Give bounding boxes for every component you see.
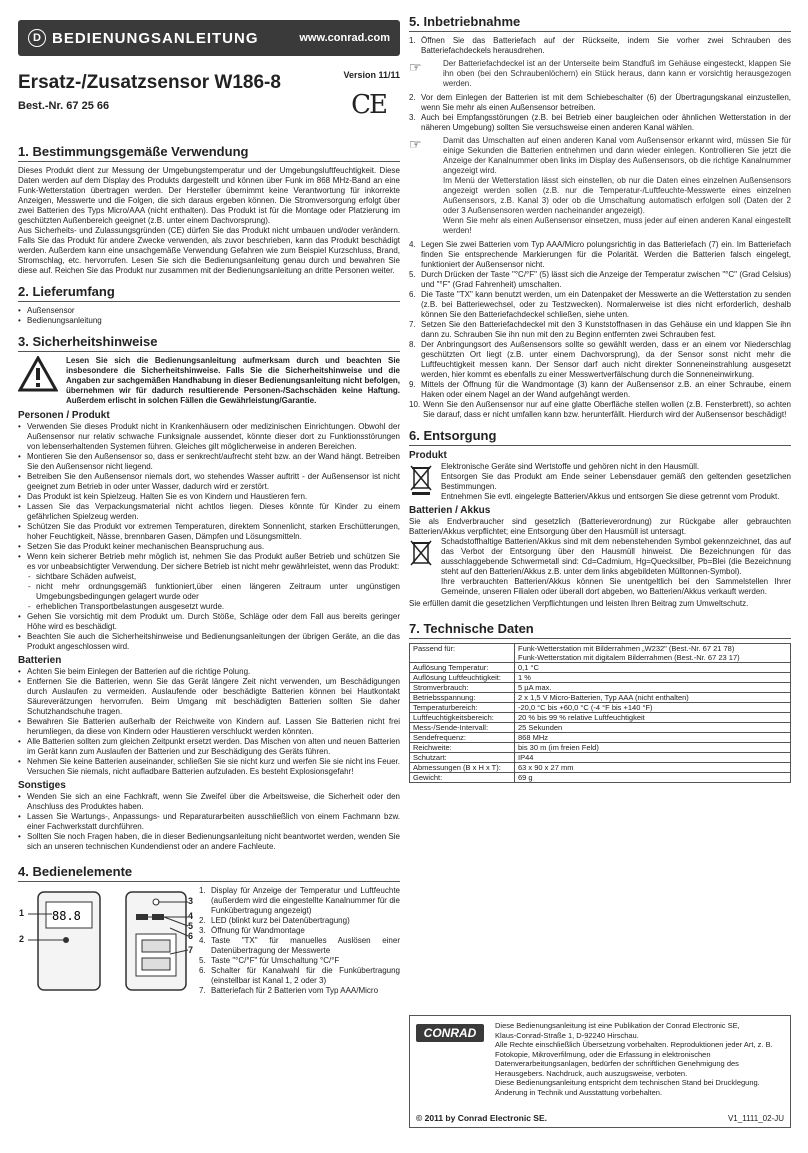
spec-value: -20,0 °C bis +60,0 °C (-4 °F bis +140 °F) (515, 703, 791, 713)
battery-list (18, 667, 400, 777)
list-item: • Setzen Sie das Produkt keiner mechanischen Beanspruchung aus. (18, 542, 400, 552)
table-row (410, 773, 791, 783)
list-item: • Alle Batterien sollten zum gleichen Zeitpunkt ersetzt werden. Das Mischen von alten und neuen Batterien im Gerät kann zum Auslaufen der Batterien und zur Beschädigung des Geräts führen. (18, 737, 400, 757)
list-item: 3. Öffnung für Wandmontage (199, 926, 305, 935)
spec-value: 0,1 °C (515, 663, 791, 673)
list-item: • Das Produkt ist kein Spielzeug. Halten Sie es von Kindern und Haustieren fern. (18, 492, 400, 502)
disposal-product (409, 462, 791, 502)
list-item: • Montieren Sie den Außensensor so, dass er senkrecht/aufrecht steht bzw. an der Wand hängt. Betreiben Sie den Außensensor nicht liegend. (18, 452, 400, 472)
subheading: Batterien (18, 655, 62, 666)
callout-label: 7 (187, 945, 193, 955)
spec-value: 1 % (515, 673, 791, 683)
spec-label: Betriebsspannung: (410, 693, 515, 703)
paragraph: Dieses Produkt dient zur Messung der Umgebungstemperatur und der Umgebungsluftfeuchtigkeit. Diese Daten werden auf dem Display des Produkts dargestellt und können über Funk im 868 MHz-Band an eine Funk-Wetterstation übertragen werden. Der Hersteller übernimmt keine Verantwortung für inkorrekte Anzeigen, Messwerte und die Folgen, die sich daraus ergeben können. Die Stromversorgung erfolgt über zwei Batterien des Typs Micro/AAA (nicht enthalten). Das Produkt ist für die Montage oder Platzierung im geschützten Außenbereich geeignet (z.B. unter einem Dachvorsprung). (18, 166, 400, 225)
spec-label: Passend für: (410, 644, 515, 663)
version-label: Version 11/11 (343, 70, 400, 80)
spec-value: 868 MHz (515, 733, 791, 743)
safety-list (18, 422, 400, 652)
section-heading: 2. Lieferumfang (18, 284, 400, 302)
spec-label: Abmessungen (B x H x T): (410, 763, 515, 773)
tech-data-table (409, 643, 791, 783)
list-item: • Betreiben Sie den Außensensor niemals dort, wo stehendes Wasser auftritt - der Außensensor ist nicht geeignet zum Betrieb in oder unter Wasser, dadurch wird er zerstört. (18, 472, 400, 492)
list-item: • Entfernen Sie die Batterien, wenn Sie das Gerät längere Zeit nicht verwenden, um Beschädigungen durch Auslaufen zu vermeiden. Auslaufende oder beschädigte Batterien können bei Hautkontakt Säureverätzungen hervorrufen. Beim Umgang mit beschädigten Batterien sollten Sie daher Schutzhandschuhe tragen. (18, 677, 400, 717)
left-column (18, 20, 400, 1008)
table-row (410, 723, 791, 733)
list-item: 1. Display für Anzeige der Temperatur und Luftfeuchte (außerdem wird die eingestellte Kanalnummer für die Funkübertragung angezeigt) (199, 886, 400, 915)
spec-label: Sendefrequenz: (410, 733, 515, 743)
list-item: 8. Der Anbringungsort des Außensensors sollte so gewählt werden, dass er an einem vor Niederschlag geschützten Ort liegt (z.B. unter einem Dachvorsprung), da der Sensor sonst nicht mehr die Luftfeuchtigkeit messen kann. Der Sensor darf auch nicht direkter Sonneneinstrahlung ausgesetzt werden, hier kommt es ebenfalls zu einer Messwertverfälschung durch die Sonneneinwirkung. (409, 340, 791, 379)
list-item: 9. Mittels der Öffnung für die Wandmontage (3) kann der Außensensor z.B. an einer Schraube, einem Haken oder einem Nagel an der Wand aufgehängt werden. (409, 380, 791, 399)
disposal-battery (409, 537, 791, 597)
list-item: • Wenden Sie sich an eine Fachkraft, wenn Sie Zweifel über die Arbeitsweise, die Sicherheit oder den Anschluss des Produktes haben. (18, 792, 400, 812)
list-item: 4. Taste "TX" für manuelles Auslösen einer Datenübertragung der Messwerte (199, 936, 400, 955)
paragraph: Aus Sicherheits- und Zulassungsgründen (CE) dürfen Sie das Produkt nicht umbauen und/oder verändern. Falls Sie das Produkt für andere Zwecke verwenden, als zuvor beschrieben, kann das Produkt beschädigt werden. Außerdem kann eine unsachgemäße Verwendung Gefahren wie zum Beispiel Kurzschluss, Brand, Stromschlag, etc. hervorrufen. Lesen Sie sich die Bedienungsanleitung genau durch und bewahren Sie diese auf. Reichen Sie das Produkt nur zusammen mit der Bedienungsanleitung an dritte Personen weiter. (18, 226, 400, 275)
spec-value: 20 % bis 99 % relative Luftfeuchtigkeit (515, 713, 791, 723)
list-item: • Wenn kein sicherer Betrieb mehr möglich ist, nehmen Sie das Produkt außer Betrieb und schützen Sie es vor unbeabsichtigter Verwendung. Der sichere Betrieb ist nicht mehr gewährleistet, wenn das Produkt: (18, 552, 400, 572)
table-row (410, 703, 791, 713)
spec-label: Mess-/Sende-Intervall: (410, 723, 515, 733)
list-item: • Gehen Sie vorsichtig mit dem Produkt um. Durch Stöße, Schläge oder dem Fall aus bereits geringer Höhe wird es beschädigt. (18, 612, 400, 632)
device-figure (18, 888, 193, 1008)
list-item: 6. Die Taste "TX" kann benutzt werden, um ein Datenpaket der Messwerte an die Wetterstation zu senden (z.B. bei Batteriewechsel, oder zu Testzwecken). Normalerweise ist dies nicht erforderlich, deshalb können Sie den Batteriefachdeckel schließen, siehe unten. (409, 290, 791, 319)
product-title: Ersatz-/Zusatzsensor W186-8 (18, 72, 281, 93)
publisher-line: Alle Rechte einschließlich Übersetzung vorbehalten. Reproduktionen jeder Art, z. B. Fotokopie, Mikroverfilmung, oder die Erfassung in elektronischen Datenverarbeitungsanlagen, bedürfen der schriftlichen Genehmigung des Herausgebers. Nachdruck, auch auszugsweise, verboten. (495, 1040, 773, 1078)
spec-label: Stromverbrauch: (410, 683, 515, 693)
paragraph: Sie erfüllen damit die gesetzlichen Verpflichtungen und leisten Ihren Beitrag zum Umweltschutz. (409, 599, 749, 608)
spec-label: Schutzart: (410, 753, 515, 763)
ce-mark: CE (351, 90, 386, 120)
list-subitem: - erheblichen Transportbelastungen ausgesetzt wurde. (18, 602, 400, 612)
sensor-diagram-icon (18, 888, 193, 1008)
table-row (410, 673, 791, 683)
publisher-line: Diese Bedienungsanleitung entspricht dem technischen Stand bei Drucklegung. (495, 1078, 760, 1087)
subheading: Personen / Produkt (18, 410, 110, 421)
startup-list (409, 36, 791, 56)
spec-value: bis 30 m (im freien Feld) (515, 743, 791, 753)
paragraph: Entnehmen Sie evtl. eingelegte Batterien/Akkus und entsorgen Sie diese getrennt vom Produkt. (441, 492, 780, 501)
list-subitem: - nicht mehr ordnungsgemäß funktioniert,über einen längeren Zeitraum unter ungünstigen Umgebungsbedingungen gelagert wurde oder (18, 582, 400, 602)
list-item: 10. Wenn Sie den Außensensor nur auf eine glatte Oberfläche stellen wollen (z.B. Fensterbrett), so achten Sie darauf, dass er nicht umfallen kann bzw. herunterfällt. Hierdurch wird der Außensensor beschädigt! (409, 400, 791, 419)
spec-value: 25 Sekunden (515, 723, 791, 733)
document-id: V1_1111_02-JU (727, 1114, 784, 1123)
paragraph: Entsorgen Sie das Produkt am Ende seiner Lebensdauer gemäß den geltenden gesetzlichen Bestimmungen. (441, 472, 791, 491)
controls-section (18, 888, 400, 1008)
paragraph: Schadstoffhaltige Batterien/Akkus sind mit dem nebenstehenden Symbol gekennzeichnet, das auf das Verbot der Entsorgung über den Hausmüll hinweist. Die Bezeichnungen für das ausschlaggebende Schwermetall sind: Cd=Cadmium, Hg=Quecksilber, Pb=Blei (die Bezeichnung steht auf den Batterien/Akkus z.B. unter dem links abgebildeten Mülltonnen-Symbol). (441, 537, 791, 576)
hint-text: Der Batteriefachdeckel ist an der Unterseite beim Standfuß im Gehäuse eingesteckt, klappen Sie ihn oben (bei den Schraubenlöchern) ein Stück heraus, dann kann er vorsichtig herausgezogen werden. (443, 59, 791, 88)
language-badge: D (28, 29, 46, 47)
subheading: Batterien / Akkus (409, 505, 491, 516)
crossed-bin-icon (409, 537, 433, 571)
callout-label: 1 (19, 908, 25, 918)
section-heading: 6. Entsorgung (409, 428, 791, 446)
crossed-bin-icon (409, 462, 433, 496)
conrad-logo: CONRAD (416, 1024, 484, 1042)
list-item: • Achten Sie beim Einlegen der Batterien auf die richtige Polung. (18, 667, 400, 677)
list-item: 3. Auch bei Empfangsstörungen (z.B. bei Betrieb einer baugleichen oder ähnlichen Wetterstation in der näheren Umgebung) sollten Sie versuchsweise einen anderen Kanal wählen. (409, 113, 791, 132)
table-row (410, 644, 791, 663)
callout-label: 4 (187, 911, 193, 921)
hint-box (409, 136, 791, 236)
table-row (410, 763, 791, 773)
list-subitem: - sichtbare Schäden aufweist, (18, 572, 400, 582)
list-item: • Bedienungsanleitung (18, 316, 400, 326)
list-item: • Lassen Sie Wartungs-, Anpassungs- und Reparaturarbeiten ausschließlich von einem Fachmann bzw. einer Fachwerkstatt durchführen. (18, 812, 400, 832)
list-item: • Lassen Sie das Verpackungsmaterial nicht achtlos liegen. Dieses könnte für Kinder zu einem gefährlichen Spielzeug werden. (18, 502, 400, 522)
spec-label: Reichweite: (410, 743, 515, 753)
list-item: 6. Schalter für Kanalwahl für die Funkübertragung (einstellbar ist Kanal 1, 2 oder 3) (199, 966, 400, 985)
list-item: 1. Öffnen Sie das Batteriefach auf der Rückseite, indem Sie vorher zwei Schrauben des Batteriefachdeckels herausdrehen. (409, 36, 791, 55)
list-item: 7. Setzen Sie den Batteriefachdeckel mit den 3 Kunststoffnasen in das Gehäuse ein und klappen Sie ihn dann zu. Schrauben Sie ihn nun mit den zu Beginn entfernten zwei Schrauben fest. (409, 320, 791, 339)
section-heading: 3. Sicherheitshinweise (18, 334, 400, 352)
pointing-hand-icon: ☞ (409, 59, 422, 75)
table-row (410, 743, 791, 753)
startup-list (409, 93, 791, 133)
list-item: 5. Durch Drücken der Taste "°C/°F" (5) lässt sich die Anzeige der Temperatur zwischen "°C" (Grad Celsius) und "°F" (Grad Fahrenheit) umschalten. (409, 270, 791, 289)
table-row (410, 733, 791, 743)
warning-text: Lesen Sie sich die Bedienungsanleitung aufmerksam durch und beachten Sie insbesondere die Sicherheitshinweise. Falls Sie die Sicherheitshinweise und die Angaben zur sachgemäßen Handhabung in dieser Bedienungsanleitung nicht befolgen, übernehmen wir für dadurch resultierende Personen-/Sachschäden keine Haftung. Außerdem erlischt in solchen Fällen die Gewährleistung/Garantie. (66, 356, 400, 405)
spec-label: Temperaturbereich: (410, 703, 515, 713)
list-item: • Außensensor (18, 306, 400, 316)
list-item: 4. Legen Sie zwei Batterien vom Typ AAA/Micro polungsrichtig in das Batteriefach (7) ein. Im Batteriefach finden Sie entsprechende Markierungen für die Polarität. Werden die Batterien falsch eingelegt, funktioniert der Außensensor nicht. (409, 240, 791, 269)
hint-text: Wenn Sie mehr als einen Außensensor einsetzen, muss jeder auf einen anderen Kanal eingestellt werden! (443, 216, 791, 235)
spec-value: 63 x 90 x 27 mm (515, 763, 791, 773)
publisher-line: Änderung in Technik und Ausstattung vorbehalten. (495, 1087, 663, 1097)
document-type: BEDIENUNGSANLEITUNG (52, 29, 259, 47)
spec-label: Auflösung Luftfeuchtigkeit: (410, 673, 515, 683)
spec-value: 2 x 1,5 V Micro-Batterien, Typ AAA (nicht enthalten) (515, 693, 791, 703)
hint-box (409, 59, 791, 89)
spec-label: Gewicht: (410, 773, 515, 783)
publisher-box (409, 1015, 791, 1128)
publisher-line: Klaus-Conrad-Straße 1, D-92240 Hirschau. (495, 1030, 639, 1040)
scope-list (18, 306, 400, 326)
section-heading: 4. Bedienelemente (18, 864, 400, 882)
spec-value: 69 g (515, 773, 791, 783)
warning-box (18, 356, 400, 406)
spec-value: Funk-Wetterstation mit Bilderrahmen „W232" (Best.-Nr. 67 21 78) Funk-Wetterstation mit digitalem Bilderrahmen (Best.-Nr. 67 23 17) (515, 644, 791, 663)
list-item: • Nehmen Sie keine Batterien auseinander, schließen Sie sie nicht kurz und werfen Sie sie nicht ins Feuer. Versuchen Sie niemals, nicht aufladbare Batterien aufzuladen. Es besteht Explosionsgefahr! (18, 757, 400, 777)
section-heading: 1. Bestimmungsgemäße Verwendung (18, 144, 400, 162)
right-column (409, 14, 791, 783)
callout-label: 6 (187, 931, 193, 941)
list-item: • Beachten Sie auch die Sicherheitshinweise und Bedienungsanleitungen der übrigen Geräte, an die das Produkt angeschlossen wird. (18, 632, 400, 652)
misc-list (18, 792, 400, 852)
list-item: 5. Taste "°C/°F" für Umschaltung °C/°F (199, 956, 340, 965)
header-banner (18, 20, 400, 56)
list-item: 7. Batteriefach für 2 Batterien vom Typ AAA/Micro (199, 986, 379, 995)
list-item: • Verwenden Sie dieses Produkt nicht in Krankenhäusern oder medizinischen Einrichtungen. Obwohl der Außensensor nur relativ schwache Funksignale aussendet, könnte dieser dort zu Funktionsstörungen von lebenserhaltenden Systemen führen. Gleiches gilt möglicherweise in anderen Bereichen. (18, 422, 400, 452)
hint-text: Damit das Umschalten auf einen anderen Kanal vom Außensensor erkannt wird, müssen Sie für einige Sekunden die Batterien entnehmen und dann wieder einlegen. Kontrollieren Sie jetzt die Anzeige der Kanalnummer oben links im Display des Außensensors, ob die richtige Kanalnummer angezeigt wird. (443, 136, 791, 175)
copyright: © 2011 by Conrad Electronic SE. (416, 1113, 547, 1123)
pointing-hand-icon: ☞ (409, 136, 422, 152)
list-item: • Bewahren Sie Batterien außerhalb der Reichweite von Kindern auf. Lassen Sie Batterien nicht frei herumliegen, da diese von Kindern oder Haustieren verschluckt werden könnten. (18, 717, 400, 737)
publisher-text (495, 1021, 785, 1097)
website-link[interactable]: www.conrad.com (299, 32, 390, 44)
order-number: Best.-Nr. 67 25 66 (18, 100, 110, 112)
list-item: • Sollten Sie noch Fragen haben, die in dieser Bedienungsanleitung nicht beantwortet werden, wenden Sie sich an unseren technischen Kundendienst oder an andere Fachleute. (18, 832, 400, 852)
startup-list (409, 240, 791, 420)
table-row (410, 753, 791, 763)
spec-value: IP44 (515, 753, 791, 763)
warning-triangle-icon (18, 356, 58, 392)
paragraph: Sie als Endverbraucher sind gesetzlich (Batterieverordnung) zur Rückgabe aller gebrauchten Batterien/Akkus verpflichtet; eine Entsorgung über den Hausmüll ist untersagt. (409, 517, 791, 536)
table-row (410, 683, 791, 693)
callout-label: 5 (187, 921, 193, 931)
spec-value: 5 µA max. (515, 683, 791, 693)
list-item: 2. Vor dem Einlegen der Batterien ist mit dem Schiebeschalter (6) der Übertragungskanal einzustellen, wenn Sie mehr als einen Außensensor betreiben. (409, 93, 791, 112)
svg-text:88.8: 88.8 (52, 909, 81, 923)
publisher-line: Diese Bedienungsanleitung ist eine Publikation der Conrad Electronic SE, (495, 1021, 740, 1030)
controls-list (199, 886, 400, 1008)
section-heading: 5. Inbetriebnahme (409, 14, 791, 32)
list-item: 2. LED (blinkt kurz bei Datenübertragung) (199, 916, 350, 925)
paragraph: Ihre verbrauchten Batterien/Akkus können Sie unentgeltlich bei den Sammelstellen Ihrer Gemeinde, unseren Filialen oder überall dort abgeben, wo Batterien/Akkus verkauft werden. (441, 577, 791, 596)
spec-label: Auflösung Temperatur: (410, 663, 515, 673)
paragraph: Elektronische Geräte sind Wertstoffe und gehören nicht in den Hausmüll. (441, 462, 700, 471)
subheading: Sonstiges (18, 780, 66, 791)
table-row (410, 713, 791, 723)
hint-text: Im Menü der Wetterstation lässt sich einstellen, ob nur die Daten eines einzelnen Außensensors angezeigt werden sollen (z.B. nur die Temperatur-/Luftfeuchte-Messwerte eines einzelnen Außensensors, z.B. Kanal 3) oder ob die Umschaltung automatisch erfolgen soll (Daten der 2 oder 3 Außensensoren werden nacheinander angezeigt). (443, 176, 791, 215)
product-header (18, 56, 400, 136)
subheading: Produkt (409, 450, 447, 461)
table-row (410, 693, 791, 703)
table-row (410, 663, 791, 673)
spec-label: Luftfeuchtigkeitsbereich: (410, 713, 515, 723)
list-item: • Schützen Sie das Produkt vor extremen Temperaturen, direktem Sonnenlicht, starken Erschütterungen, hoher Feuchtigkeit, Nässe, brennbaren Gasen, Dämpfen und Lösungsmitteln. (18, 522, 400, 542)
section-heading: 7. Technische Daten (409, 621, 791, 639)
callout-label: 2 (19, 934, 25, 944)
callout-label: 3 (187, 896, 193, 906)
